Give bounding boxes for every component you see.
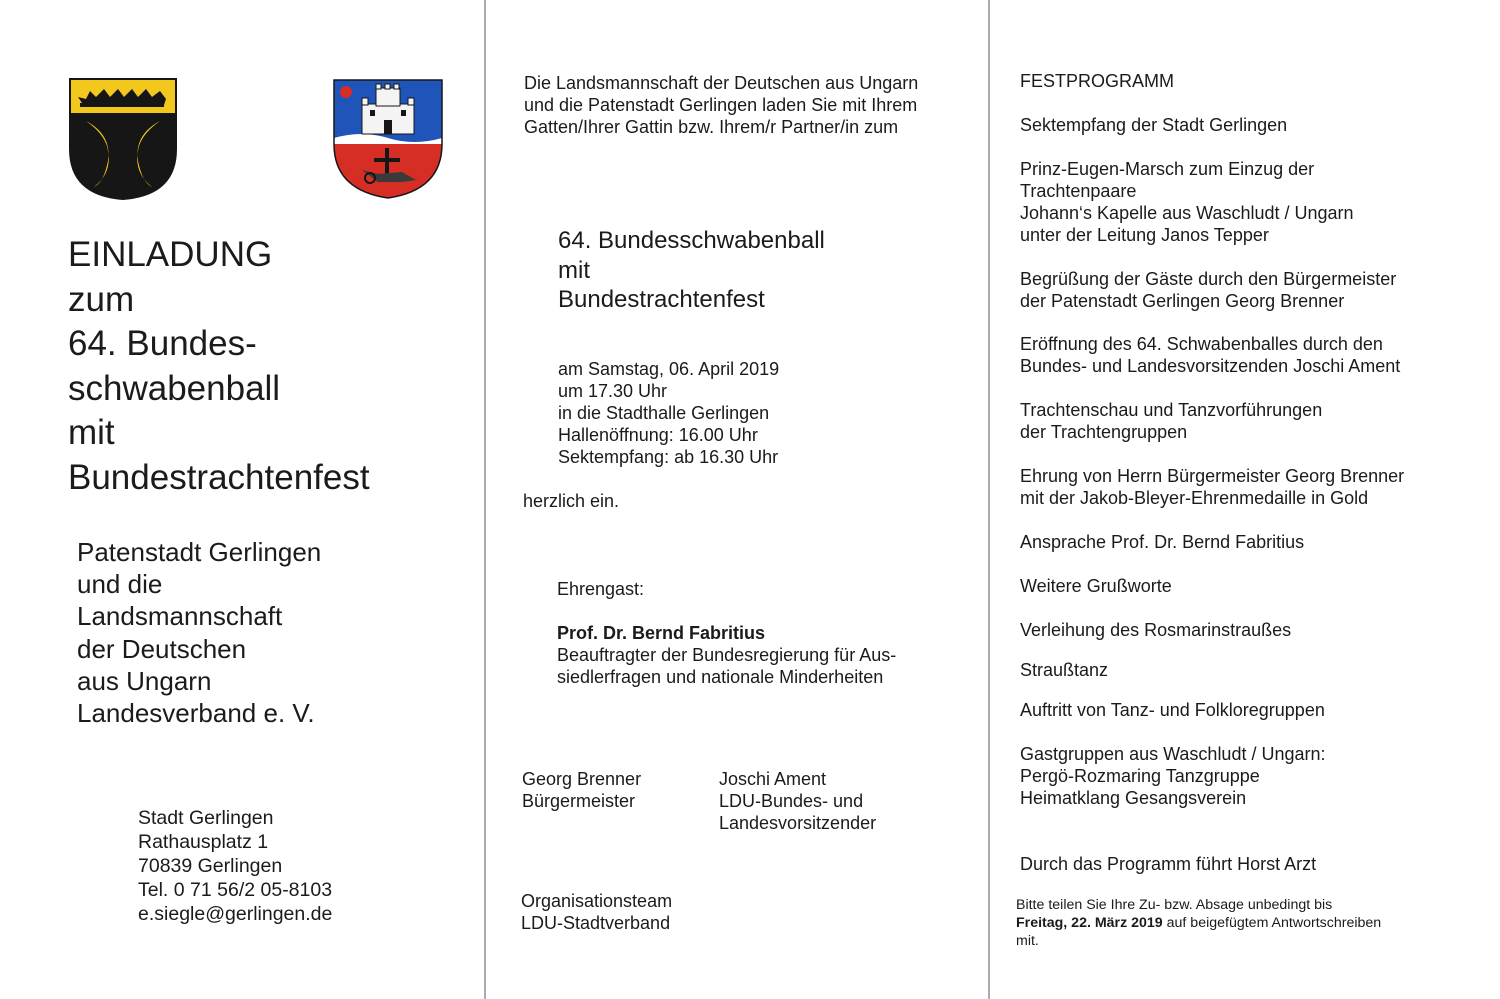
program-line: Johann‘s Kapelle aus Waschludt / Ungarn (1020, 203, 1354, 223)
org-line: LDU-Stadtverband (521, 913, 671, 933)
address-line: Rathausplatz 1 (138, 831, 269, 853)
address-line: Stadt Gerlingen (138, 807, 274, 829)
program-line: Heimatklang Gesangsverein (1020, 788, 1247, 808)
org-line: Organisationsteam (521, 891, 673, 911)
title-line: zum (68, 279, 135, 319)
program-item (1020, 465, 1404, 509)
program-line: Trachtenschau und Tanzvorführungen (1020, 400, 1323, 420)
hosts-line: Landsmannschaft (77, 601, 283, 632)
signer-name: Georg Brenner (522, 769, 642, 789)
event-line: Bundestrachtenfest (558, 286, 765, 313)
program-line: unter der Leitung Janos Tepper (1020, 225, 1269, 245)
program-line: Sektempfang der Stadt Gerlingen (1020, 115, 1288, 135)
program-line: mit der Jakob-Bleyer-Ehrenmedaille in Gold (1020, 488, 1369, 508)
program-panel (990, 0, 1500, 999)
rsvp-line: mit. (1016, 933, 1039, 949)
rsvp-note (1016, 896, 1381, 950)
guest-role (557, 644, 896, 688)
title-line: 64. Bundes- (68, 324, 257, 363)
guest-role-line: siedlerfragen und nationale Minderheiten (557, 667, 884, 687)
program-line: Ansprache Prof. Dr. Bernd Fabritius (1020, 532, 1305, 552)
event-title (558, 226, 825, 315)
rsvp-deadline: Freitag, 22. März 2019 (1016, 915, 1163, 931)
program-item (1020, 743, 1326, 809)
guest-role-line: Beauftragter der Bundesregierung für Aus- (557, 645, 897, 665)
program-item (1020, 333, 1400, 377)
signer-title: Landesvorsitzender (719, 813, 877, 833)
event-date: am Samstag, 06. April 2019 (558, 359, 780, 379)
program-item (1020, 399, 1322, 443)
organisation-team (521, 890, 672, 934)
program-item (1020, 699, 1325, 721)
program-line: Verleihung des Rosmarinstraußes (1020, 620, 1292, 640)
program-line: Bundes- und Landesvorsitzenden Joschi Ament (1020, 356, 1401, 376)
intro-line: Gatten/Ihrer Gattin bzw. Ihrem/r Partner/in zum (524, 117, 899, 137)
event-line: mit (558, 256, 590, 284)
intro-text (524, 72, 918, 138)
intro-line: Die Landsmannschaft der Deutschen aus Ungarn (524, 73, 919, 93)
program-line: der Patenstadt Gerlingen Georg Brenner (1020, 291, 1345, 311)
hosts-block (77, 536, 321, 729)
hosts-line: der Deutschen (77, 633, 247, 664)
hall-opening: Hallenöffnung: 16.00 Uhr (558, 425, 758, 445)
program-line: Pergö-Rozmaring Tanzgruppe (1020, 766, 1260, 786)
hosts-line: aus Ungarn (77, 665, 212, 696)
event-line: 64. Bundesschwabenball (558, 227, 825, 254)
program-item (1020, 531, 1304, 553)
program-line: Gastgruppen aus Waschludt / Ungarn: (1020, 744, 1326, 764)
signer-chairman (719, 768, 876, 834)
hosts-line: Landesverband e. V. (77, 698, 315, 729)
address-block (138, 806, 332, 926)
hosts-line: Patenstadt Gerlingen (77, 537, 322, 567)
reception-time: Sektempfang: ab 16.30 Uhr (558, 447, 779, 467)
guest-label: Ehrengast: (557, 579, 645, 599)
program-line: Straußtanz (1020, 660, 1109, 680)
program-item (1020, 575, 1172, 597)
program-item (1020, 853, 1316, 875)
program-item (1020, 659, 1108, 681)
rsvp-line (1016, 914, 1381, 932)
title-line: schwabenball (68, 368, 281, 408)
program-item (1020, 268, 1396, 312)
guest-name: Prof. Dr. Bernd Fabritius (557, 623, 766, 643)
cover-panel (0, 0, 485, 999)
signer-title: Bürgermeister (522, 791, 636, 811)
program-line: Weitere Grußworte (1020, 576, 1172, 596)
event-details (558, 358, 779, 468)
rsvp-line: Bitte teilen Sie Ihre Zu- bzw. Absage unbedingt bis (1016, 897, 1333, 913)
program-line: Prinz-Eugen-Marsch zum Einzug der (1020, 159, 1315, 179)
closing-text: herzlich ein. (523, 491, 620, 511)
program-line: Begrüßung der Gäste durch den Bürgermeister (1020, 269, 1397, 289)
gerlingen-coat-of-arms (68, 77, 178, 201)
program-line: der Trachtengruppen (1020, 422, 1188, 442)
waschludt-coat-of-arms (332, 78, 444, 200)
program-item (1020, 158, 1354, 246)
program-item (1020, 619, 1291, 641)
program-heading: FESTPROGRAMM (1020, 71, 1175, 91)
address-line: 70839 Gerlingen (138, 855, 283, 877)
program-line: Durch das Programm führt Horst Arzt (1020, 854, 1317, 874)
title-line: Bundestrachtenfest (68, 457, 370, 497)
title-line: EINLADUNG (68, 235, 273, 274)
program-line: Auftritt von Tanz- und Folkloregruppen (1020, 700, 1325, 720)
signer-title: LDU-Bundes- und (719, 791, 864, 811)
rsvp-suffix: auf beigefügtem Antwortschreiben (1166, 915, 1382, 931)
invitation-panel (486, 0, 989, 999)
program-item (1020, 114, 1287, 136)
program-line: Trachtenpaare (1020, 181, 1137, 201)
signer-mayor (522, 768, 641, 812)
signer-name: Joschi Ament (719, 769, 827, 789)
program-line: Eröffnung des 64. Schwabenballes durch den (1020, 334, 1383, 354)
event-time: um 17.30 Uhr (558, 381, 668, 401)
intro-line: und die Patenstadt Gerlingen laden Sie mit Ihrem (524, 95, 918, 115)
event-venue: in die Stadthalle Gerlingen (558, 403, 770, 423)
title-line: mit (68, 413, 115, 452)
phone-line: Tel. 0 71 56/2 05-8103 (138, 879, 333, 901)
invitation-title (68, 233, 370, 500)
hosts-line: und die (77, 569, 163, 600)
program-line: Ehrung von Herrn Bürgermeister Georg Brenner (1020, 466, 1405, 486)
email-line: e.siegle@gerlingen.de (138, 903, 333, 925)
